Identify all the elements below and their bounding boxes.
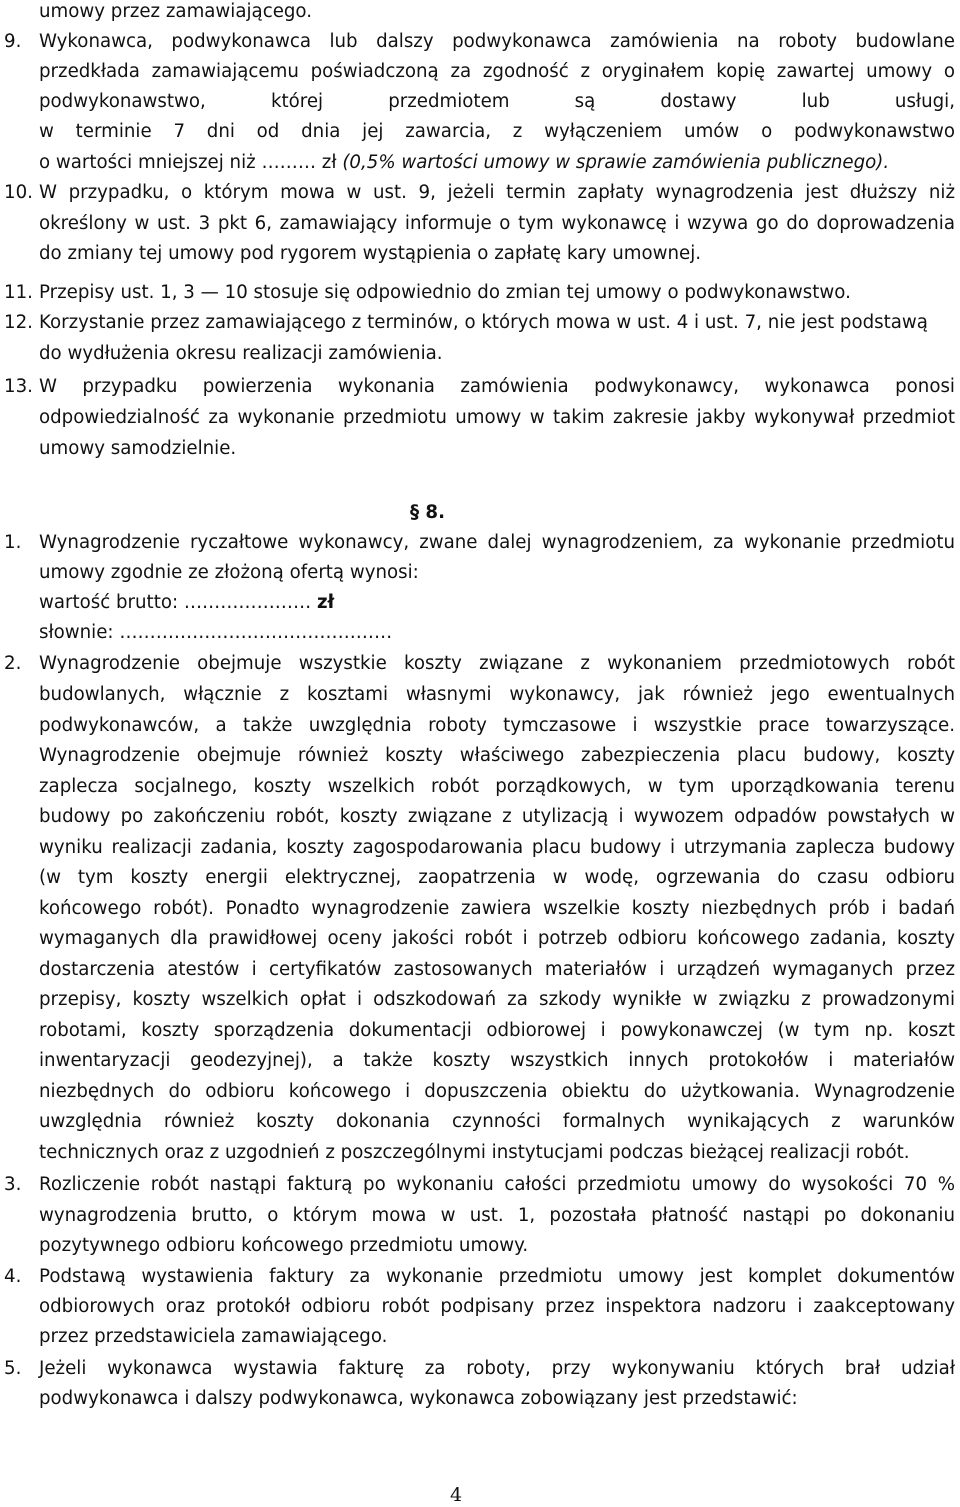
currency-unit: zł bbox=[316, 592, 335, 613]
gross-value-line bbox=[39, 588, 955, 618]
s8-item-3-line-1: Rozliczenie robót nastąpi fakturą po wykonaniu całości przedmiotu umowy do wysokości 70 % bbox=[39, 1174, 955, 1195]
gross-value-label: wartość brutto: ………………… bbox=[39, 592, 317, 613]
item-11-line-1: Przepisy ust. 1, 3 — 10 stosuje się odpowiednio do zmian tej umowy o podwykonawstwo. bbox=[39, 282, 851, 303]
s8-item-4-line-2: odbiorowych oraz protokół odbioru robót podpisany przez inspektora nadzoru i zaakceptowany bbox=[39, 1296, 955, 1317]
s8-item-2-line: technicznych oraz z uzgodnień z poszczególnymi instytucjami podczas bieżącej realizacji robót. bbox=[39, 1142, 910, 1163]
item-13-line-1: W przypadku powierzenia wykonania zamówienia podwykonawcy, wykonawca ponosi bbox=[39, 376, 955, 397]
s8-item-5-line-1: Jeżeli wykonawca wystawia fakturę za roboty, przy wykonywaniu których brał udział bbox=[39, 1358, 955, 1379]
page-number: 4 bbox=[450, 1484, 463, 1506]
item-9-line-5 bbox=[39, 148, 955, 178]
s8-item-2-line: zaplecza socjalnego, koszty wszelkich robót porządkowych, w tym uporządkowania terenu bbox=[39, 776, 955, 797]
item-9-line-1: Wykonawca, podwykonawca lub dalszy podwykonawca zamówienia na roboty budowlane bbox=[39, 31, 955, 52]
s8-item-2-line: przepisy, koszty wszelkich opłat i odszkodowań za szkody wynikłe w związku z prowadzonymi bbox=[39, 989, 955, 1010]
s8-item-2-line: uwzględnia również koszty dokonania czynności formalnych wynikających z warunków bbox=[39, 1111, 955, 1132]
item-number: 10. bbox=[4, 182, 33, 203]
item-13-line-3: umowy samodzielnie. bbox=[39, 438, 237, 459]
item-number: 1. bbox=[4, 532, 22, 553]
s8-item-2-line: wymaganych dla prawidłowej oceny jakości robót i potrzeb odbioru końcowego zadania, koszty bbox=[39, 928, 955, 949]
item-number: 12. bbox=[4, 312, 33, 333]
s8-item-3-line-3: pozytywnego odbioru końcowego przedmiotu umowy. bbox=[39, 1235, 529, 1256]
s8-item-2-line: Wynagrodzenie obejmuje również koszty właściwego zabezpieczenia placu budowy, koszty bbox=[39, 745, 955, 766]
s8-item-2-line: (w tym koszty energii elektrycznej, zaopatrzenia w wodę, ogrzewania do czasu odbioru bbox=[39, 867, 955, 888]
item-9-line-4: w terminie 7 dni od dnia jej zawarcia, z wyłączeniem umów o podwykonawstwo bbox=[39, 121, 955, 142]
s8-item-2-line: dostarczenia atestów i certyfikatów zastosowanych materiałów i urządzeń wymaganych przez bbox=[39, 959, 955, 980]
item-12-line-2: do wydłużenia okresu realizacji zamówienia. bbox=[39, 343, 443, 364]
amount-in-words-line: słownie: ……………………………………… bbox=[39, 622, 393, 643]
item-number: 9. bbox=[4, 31, 22, 52]
s8-item-2-line: Wynagrodzenie obejmuje wszystkie koszty związane z wykonaniem przedmiotowych robót bbox=[39, 653, 955, 674]
item-10-line-1: W przypadku, o którym mowa w ust. 9, jeżeli termin zapłaty wynagrodzenia jest dłuższy niż bbox=[39, 182, 955, 203]
item-number: 3. bbox=[4, 1174, 22, 1195]
s8-item-1-line-1: Wynagrodzenie ryczałtowe wykonawcy, zwane dalej wynagrodzeniem, za wykonanie przedmiotu bbox=[39, 532, 955, 553]
threshold-note: (0,5% wartości umowy w sprawie zamówienia publicznego). bbox=[342, 152, 890, 173]
item-number: 4. bbox=[4, 1266, 22, 1287]
s8-item-1-line-2: umowy zgodnie ze złożoną ofertą wynosi: bbox=[39, 562, 419, 583]
item-10-line-3: do zmiany tej umowy pod rygorem wystąpienia o zapłatę kary umownej. bbox=[39, 243, 702, 264]
threshold-text: o wartości mniejszej niż ……… zł bbox=[39, 152, 343, 173]
s8-item-4-line-1: Podstawą wystawienia faktury za wykonanie przedmiotu umowy jest komplet dokumentów bbox=[39, 1266, 955, 1287]
item-9-line-2: przedkłada zamawiającemu poświadczoną za zgodność z oryginałem kopię zawartej umowy o bbox=[39, 61, 955, 82]
s8-item-2-line: robotami, koszty sporządzenia dokumentacji odbiorowej i powykonawczej (w tym np. koszt bbox=[39, 1020, 955, 1041]
s8-item-2-line: inwentaryzacji geodezyjnej), a także koszty wszystkich innych protokołów i materiałów bbox=[39, 1050, 955, 1071]
item-number: 5. bbox=[4, 1358, 22, 1379]
item-10-line-2: określony w ust. 3 pkt 6, zamawiający informuje o tym wykonawcę i wzywa go do doprowadzenia bbox=[39, 213, 955, 234]
s8-item-2-line: podwykonawców, a także uwzględnia roboty tymczasowe i wszystkie prace towarzyszące. bbox=[39, 715, 955, 736]
item-9-line-3: podwykonawstwo, której przedmiotem są dostawy lub usługi, bbox=[39, 91, 955, 112]
s8-item-3-line-2: wynagrodzenia brutto, o którym mowa w ust. 1, pozostała płatność nastąpi po dokonaniu bbox=[39, 1205, 955, 1226]
s8-item-2-line: budowy po zakończeniu robót, koszty związane z utylizacją i wywozem odpadów powstałych w bbox=[39, 806, 955, 827]
section-heading: § 8. bbox=[410, 502, 445, 523]
item-12-line-1: Korzystanie przez zamawiającego z terminów, o których mowa w ust. 4 i ust. 7, nie jest podstawą bbox=[39, 312, 928, 333]
s8-item-2-line: budowlanych, włącznie z kosztami własnymi wykonawcy, jak również jego ewentualnych bbox=[39, 684, 955, 705]
item-number: 11. bbox=[4, 282, 33, 303]
s8-item-2-line: niezbędnych do odbioru końcowego i dopuszczenia obiektu do użytkowania. Wynagrodzenie bbox=[39, 1081, 955, 1102]
item-number: 13. bbox=[4, 376, 33, 397]
item-number: 2. bbox=[4, 653, 22, 674]
s8-item-5-line-2: podwykonawca i dalszy podwykonawca, wykonawca zobowiązany jest przedstawić: bbox=[39, 1388, 798, 1409]
s8-item-4-line-3: przez przedstawiciela zamawiającego. bbox=[39, 1326, 388, 1347]
s8-item-2-line: końcowego robót). Ponadto wynagrodzenie zawiera wszelkie koszty niezbędnych prób i badań bbox=[39, 898, 955, 919]
intro-tail: umowy przez zamawiającego. bbox=[39, 1, 313, 22]
s8-item-2-line: wyniku realizacji zadania, koszty zagospodarowania placu budowy i utrzymania zaplecza budowy bbox=[39, 837, 955, 858]
item-13-line-2: odpowiedzialność za wykonanie przedmiotu umowy w takim zakresie jakby wykonywał przedmiot bbox=[39, 407, 955, 428]
